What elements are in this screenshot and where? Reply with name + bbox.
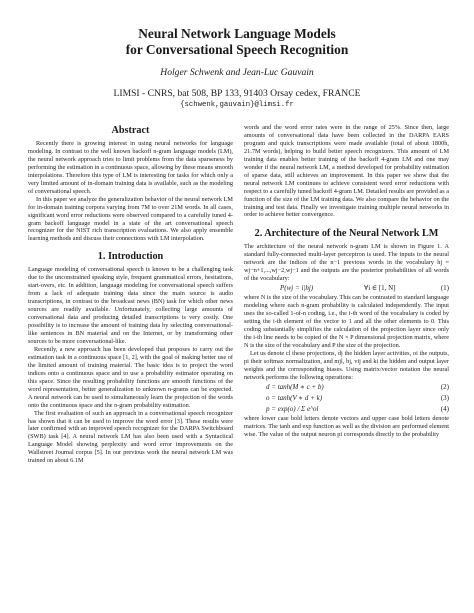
equation-4-number: (4) (440, 404, 449, 413)
architecture-paragraph-1: The architecture of the neural network n-gram LM is shown in Figure 1. A standard fully-connected multi-layer perceptron is used. The inputs to the neural network are the indices of the n−1 previous words in the vocabulary hj = wj−n+1,...,wj−2,wj−1 and the outputs are the posterior probabilities of all words of the vocabulary: (244, 243, 449, 283)
equation-2-expression: d = tanh(M ∗ c + b) (266, 382, 324, 391)
equation-3-number: (3) (440, 393, 449, 402)
abstract-paragraph-1: Recently there is growing interest in using neural networks for language modeling. In contrast to the well known backoff n-gram language models (LM), the neural network approach tries to limit problems from the data sparseness by performing the estimation in a continuous space, allowing by these means smooth interpolations. Therefore this type of LM is interesting for tasks for which only a very limited amount of in-domain training data is available, such as the modeling of conversational speech. (28, 140, 233, 195)
equation-2-number: (2) (440, 382, 449, 391)
left-column (28, 124, 233, 465)
intro-paragraph-3: The first evaluation of such an approach in a conversational speech recognizer has shown that it can be used to improve the word error [3]. These results were later confirmed with an improved speech recognizer for the DARPA Switchboard (SWB) task [4]. A neural network LM has also been used with a Syntactical Language Model showing perplexity and word error improvements on the Wallstreet Journal corpus [5]. In our previous work the neural network LM was trained on about 6.1M (28, 409, 233, 465)
equation-1-number: (1) (440, 284, 449, 293)
equation-3-expression: o = tanh(V ∗ d + k) (266, 393, 323, 402)
right-column (244, 124, 449, 439)
continued-paragraph: words and the word error rates were in the range of 25%. Since then, large amounts of conversational data have been collected in the DARPA EARS program and quick transcriptions were made available (total of about 1800h, 21.7M words), helping to build better speech recognizers. This amount of LM training data enables better training of the backoff 4-gram LM and one may wonder if the neural network LM, a method developed for probability estimation of sparse data, still achieves an improvement. In this paper we show that the neural network LM continues to achieve consistent word error reductions with respect to a carefully tuned backoff 4-gram LM. Detailed results are provided as a function of the size of the LM training data. We also compare the behavior on the training and test data. Finally we investigate training multiple neural networks in order to achieve better convergence. (244, 124, 450, 219)
architecture-heading: 2. Architecture of the Neural Network LM (254, 228, 439, 240)
intro-paragraph-1: Language modeling of conversational speech is known to be a challenging task due to the unconstrained speaking style, frequent grammatical errors, hesitations, start-overs, etc. In addition, language modeling for conversational speech suffers from a lack of adequate training data since the main source is audio transcriptions, in contrast to the broadcast news (BN) task for which other news sources are readily available. Unfortunately, collecting large amounts of conversational data and producing detailed transcriptions is very costly. One possibility is to increase the amount of training data by selecting conversational-like sentences in BN material and on the Internet, or by transforming other sources to be more conversational-like. (28, 266, 233, 345)
architecture-paragraph-2: where N is the size of the vocabulary. This can be contrasted to standard language modeling where each n-gram probability is calculated independently. The input uses the so-called 1-of-n coding, i.e., the i-th word of the vocabulary is coded by setting the i-th element of the vector to 1 and all the other elements to 0. This coding substantially simplifies the calculation of the projection layer since only the i-th line needs to be copied of the N × P dimensional projection matrix, where N is the size of the vocabulary and P the size of the projection. (244, 294, 449, 349)
equation-2 (244, 382, 449, 393)
title-line-1: Neural Network Language Models (138, 26, 336, 41)
intro-paragraph-2: Recently, a new approach has been developed that proposes to carry out the estimation task in a continuous space [1, 2], with the goal of making better use of the limited amount of training material. The basic idea is to project the word indices onto a continuous space and to use a probability estimator operating on this space. Since the resulting probability functions are smooth functions of the word representation, better generalization to unknown n-grams can be expected. A neural network can be used to simultaneously learn the projection of the words onto the continuous space and the n-gram probability estimation. (28, 345, 233, 409)
email: {schwenk,gauvain}@limsi.fr (180, 101, 294, 109)
equation-1 (244, 283, 449, 294)
abstract-paragraph-2: In this paper we analyze the generalization behavior of the neural network LM for in-domain training corpora varying from 7M to over 21M words. In all cases, significant word error reductions were observed compared to a carefully tuned 4-gram backoff language model in a state of the art conversational speech recognizer for the NIST rich transcription evaluations. We also apply ensemble learning methods and discuss their connections with LM interpolation. (28, 195, 233, 243)
architecture-paragraph-3: Let us denote cl these projections, dj the hidden layer activities, oi the outputs, pi their softmax normalization, and mjl, bj, vij and ki the hidden and output layer weights and the corresponding biases. Using matrix/vector notation the neural network performs the following operations: (244, 349, 449, 381)
authors: Holger Schwenk and Jean-Luc Gauvain (160, 67, 314, 78)
title-line-2: for Conversational Speech Recognition (125, 42, 349, 57)
intro-heading: 1. Introduction (97, 251, 164, 263)
equation-4-expression: p = exp(o) / Σ e^ol (266, 404, 319, 413)
equation-group (244, 382, 449, 415)
equation-1-condition: ∀i ∈ [1, N] (364, 284, 396, 293)
architecture-paragraph-4: where lower case bold letters denote vectors and upper case bold letters denote matrices. The tanh and exp function as well as the division are performed element wise. The value of the output neuron pi corresponds directly to the probability (244, 414, 449, 438)
equation-3 (244, 393, 449, 404)
equation-4 (244, 404, 449, 415)
paper-title (0, 26, 474, 58)
abstract-heading: Abstract (111, 125, 150, 136)
affiliation: LIMSI - CNRS, bat 508, BP 133, 91403 Orsay cedex, FRANCE (113, 88, 361, 99)
equation-1-expression: P(wj = i|hj) (280, 284, 314, 293)
